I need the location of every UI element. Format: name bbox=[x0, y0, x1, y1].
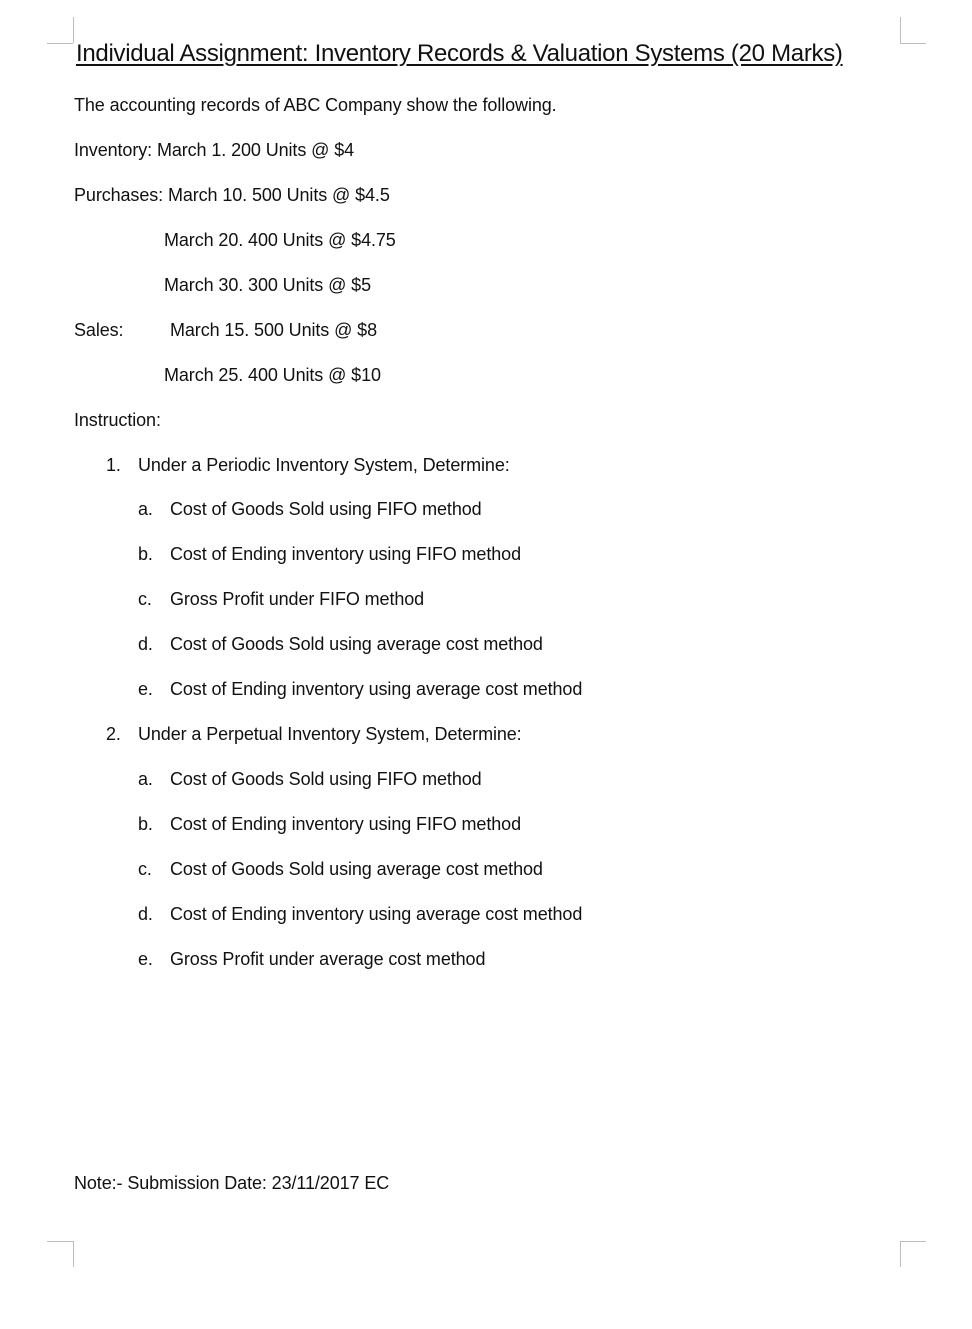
instruction-label: Instruction: bbox=[74, 410, 161, 430]
sale-entry: March 15. 500 Units @ $8 bbox=[170, 320, 377, 340]
intro-text: The accounting records of ABC Company show the following. bbox=[74, 95, 557, 115]
sub-item-text: Cost of Goods Sold using average cost method bbox=[170, 634, 543, 654]
sub-item-letter: e. bbox=[138, 949, 153, 969]
purchases-label: Purchases: bbox=[74, 185, 164, 205]
sub-item-letter: c. bbox=[138, 589, 152, 609]
crop-mark-line bbox=[900, 1241, 901, 1267]
crop-mark-line bbox=[73, 17, 74, 43]
inventory-label: Inventory: bbox=[74, 140, 153, 160]
sub-item-letter: b. bbox=[138, 814, 153, 834]
purchase-entry: March 10. 500 Units @ $4.5 bbox=[167, 185, 390, 205]
sub-item-letter: d. bbox=[138, 634, 153, 654]
sub-item-text: Cost of Ending inventory using FIFO method bbox=[170, 544, 521, 564]
question-number: 1. bbox=[106, 455, 121, 475]
sub-item-text: Cost of Goods Sold using average cost method bbox=[170, 859, 543, 879]
sub-item-text: Cost of Ending inventory using average cost method bbox=[170, 904, 583, 924]
sub-item-letter: c. bbox=[138, 859, 152, 879]
purchase-entry: March 20. 400 Units @ $4.75 bbox=[164, 230, 396, 250]
crop-mark-line bbox=[900, 1241, 926, 1242]
document-title: Individual Assignment: Inventory Records & Valuation Systems (20 Marks) bbox=[76, 40, 843, 67]
crop-mark-line bbox=[73, 1241, 74, 1267]
question-number: 2. bbox=[106, 724, 121, 744]
sub-item-letter: d. bbox=[138, 904, 153, 924]
sub-item-letter: e. bbox=[138, 679, 153, 699]
sub-item-text: Cost of Goods Sold using FIFO method bbox=[170, 769, 482, 789]
purchase-entry: March 30. 300 Units @ $5 bbox=[164, 275, 371, 295]
sale-entry: March 25. 400 Units @ $10 bbox=[164, 365, 381, 385]
sub-item-text: Gross Profit under FIFO method bbox=[170, 589, 425, 609]
inventory-entry: March 1. 200 Units @ $4 bbox=[156, 140, 355, 160]
crop-mark-line bbox=[47, 43, 73, 44]
sales-label: Sales: bbox=[74, 320, 124, 340]
sub-item-letter: b. bbox=[138, 544, 153, 564]
question-text: Under a Perpetual Inventory System, Determine: bbox=[138, 724, 522, 744]
sub-item-letter: a. bbox=[138, 499, 153, 519]
sub-item-text: Gross Profit under average cost method bbox=[170, 949, 486, 969]
purchases-line bbox=[74, 185, 390, 206]
sub-item-text: Cost of Ending inventory using FIFO method bbox=[170, 814, 521, 834]
crop-mark-line bbox=[900, 43, 926, 44]
sub-item-text: Cost of Ending inventory using average cost method bbox=[170, 679, 583, 699]
crop-mark-line bbox=[47, 1241, 73, 1242]
question-text: Under a Periodic Inventory System, Determine: bbox=[138, 455, 510, 475]
sub-item-text: Cost of Goods Sold using FIFO method bbox=[170, 499, 482, 519]
sub-item-letter: a. bbox=[138, 769, 153, 789]
inventory-line bbox=[74, 140, 354, 161]
crop-mark-line bbox=[900, 17, 901, 43]
submission-note: Note:- Submission Date: 23/11/2017 EC bbox=[74, 1173, 390, 1193]
